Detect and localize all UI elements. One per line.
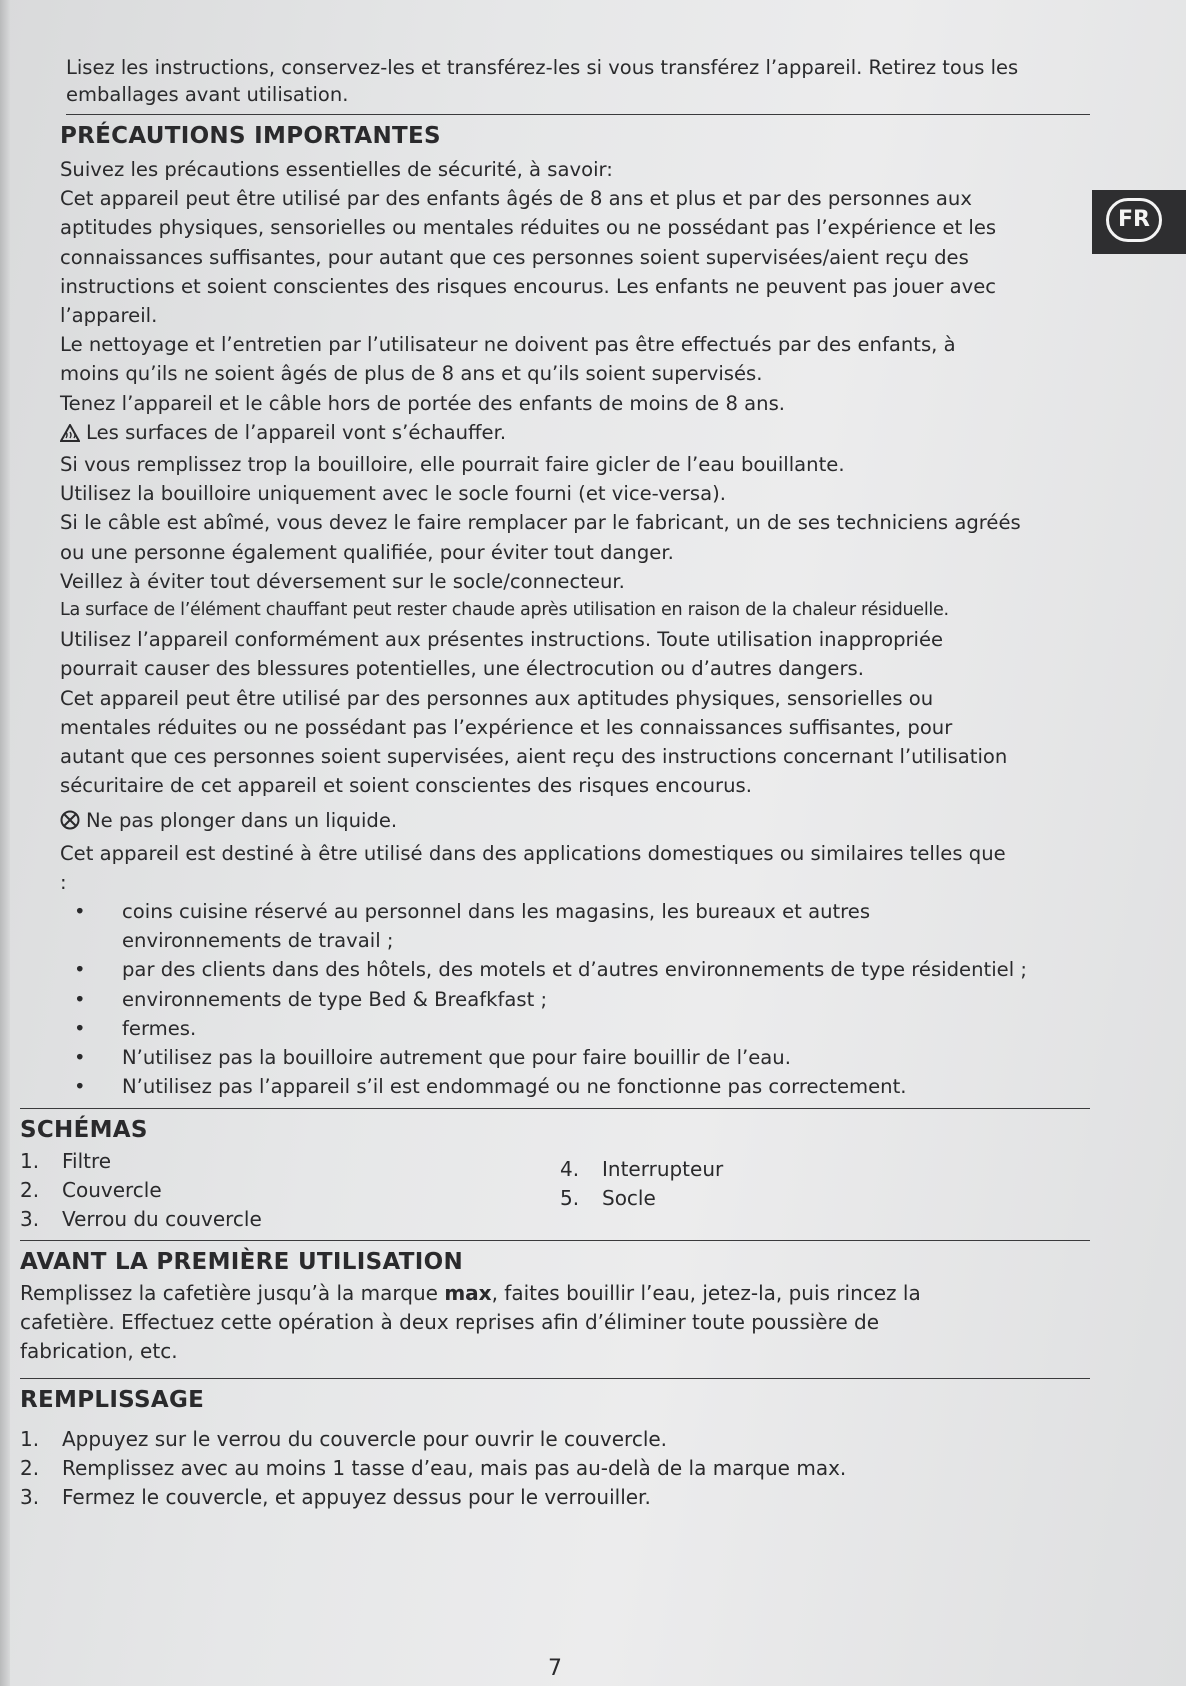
first-use-line: cafetière. Effectuez cette opération à deux reprises afin d’éliminer toute poussière de: [20, 1309, 880, 1334]
precaution-line: Si le câble est abîmé, vous devez le faire remplacer par le fabricant, un de ses techniciens agréés: [60, 511, 1021, 535]
language-badge: FR: [1106, 198, 1162, 242]
precaution-line: La surface de l’élément chauffant peut rester chaude après utilisation en raison de la chaleur résiduelle.: [60, 600, 949, 621]
precaution-line: Le nettoyage et l’entretien par l’utilisateur ne doivent pas être effectués par des enfants, à: [60, 333, 956, 357]
precaution-line: Cet appareil peut être utilisé par des enfants âgés de 8 ans et plus et par des personnes aux: [60, 187, 972, 211]
intro-text: [20, 54, 1090, 108]
precaution-line: mentales réduites ou ne possédant pas l’expérience et les connaissances suffisantes, pour: [60, 715, 953, 739]
manual-page: [20, 54, 1090, 1512]
page-number: 7: [548, 1656, 562, 1681]
filling-step: 1. Appuyez sur le verrou du couvercle pour ouvrir le couvercle.: [20, 1427, 668, 1452]
precaution-line: l’appareil.: [60, 304, 158, 328]
precaution-line: ou une personne également qualifiée, pour éviter tout danger.: [60, 540, 674, 564]
precautions-section: [20, 119, 1090, 1102]
first-use-line: Remplissez la cafetière jusqu’à la marque max, faites bouillir l’eau, jetez-la, puis rincez la: [20, 1280, 921, 1305]
part-item: 4. Interrupteur: [560, 1156, 724, 1181]
list-item: • fermes.: [74, 1016, 197, 1040]
list-item: environnements de travail ;: [122, 929, 394, 953]
precaution-line: Utilisez la bouilloire uniquement avec le socle fourni (et vice-versa).: [60, 482, 726, 506]
precaution-line: autant que ces personnes soient supervisées, aient reçu des instructions concernant l’utilisation: [60, 745, 1008, 769]
section-divider: [20, 1108, 1090, 1109]
no-immerse-icon: [60, 809, 80, 838]
list-item: • N’utilisez pas la bouilloire autrement que pour faire bouillir de l’eau.: [74, 1046, 791, 1070]
usage-bullet-list: [60, 897, 1090, 1101]
list-item: • coins cuisine réservé au personnel dans les magasins, les bureaux et autres: [74, 900, 871, 924]
filling-heading: REMPLISSAGE: [20, 1387, 205, 1414]
part-item: 1. Filtre: [20, 1148, 112, 1173]
filling-step: 3. Fermez le couvercle, et appuyez dessus pour le verrouiller.: [20, 1485, 651, 1510]
precaution-line: aptitudes physiques, sensorielles ou mentales réduites ou ne possédant pas l’expérience et les: [60, 216, 997, 240]
parts-list: [20, 1147, 1090, 1234]
precaution-line: Cet appareil peut être utilisé par des personnes aux aptitudes physiques, sensorielles ou: [60, 686, 934, 710]
no-immerse-text: Ne pas plonger dans un liquide.: [86, 809, 398, 833]
precaution-line: pourrait causer des blessures potentielles, une électrocution ou d’autres dangers.: [60, 657, 864, 681]
precaution-line: Veillez à éviter tout déversement sur le socle/connecteur.: [60, 569, 625, 593]
precaution-line: Tenez l’appareil et le câble hors de portée des enfants de moins de 8 ans.: [60, 391, 786, 415]
precaution-line: Si vous remplissez trop la bouilloire, elle pourrait faire gicler de l’eau bouillante.: [60, 453, 845, 477]
section-divider: [20, 1240, 1090, 1241]
filling-section: [20, 1383, 1090, 1512]
domestic-use-line: :: [60, 870, 67, 894]
list-item: • par des clients dans des hôtels, des motels et d’autres environnements de type résidentiel ;: [74, 958, 1027, 982]
filling-step: 2. Remplissez avec au moins 1 tasse d’eau, mais pas au-delà de la marque max.: [20, 1456, 847, 1481]
page-edge: [0, 0, 10, 1686]
max-mark-text: max: [444, 1280, 492, 1305]
precaution-line: Utilisez l’appareil conformément aux présentes instructions. Toute utilisation inappropriée: [60, 628, 944, 652]
schemas-heading: SCHÉMAS: [20, 1116, 148, 1143]
part-item: 2. Couvercle: [20, 1177, 162, 1202]
precaution-line: moins qu’ils ne soient âgés de plus de 8 ans et qu’ils soient supervisés.: [60, 362, 763, 386]
list-item: • N’utilisez pas l’appareil s’il est endommagé ou ne fonctionne pas correctement.: [74, 1075, 907, 1099]
first-use-heading: AVANT LA PREMIÈRE UTILISATION: [20, 1248, 464, 1275]
precaution-line: connaissances suffisantes, pour autant que ces personnes soient supervisées/aient reçu des: [60, 245, 969, 269]
section-divider: [20, 1378, 1090, 1379]
first-use-line: fabrication, etc.: [20, 1338, 178, 1363]
hot-surface-warning-icon: [60, 421, 80, 450]
hot-surface-warning: [60, 418, 1090, 450]
section-divider: [66, 114, 1090, 115]
precaution-line: Suivez les précautions essentielles de sécurité, à savoir:: [60, 158, 613, 181]
domestic-use-line: Cet appareil est destiné à être utilisé dans des applications domestiques ou similaires telles que: [60, 841, 1006, 865]
hot-surface-warning-text: Les surfaces de l’appareil vont s’échauffer.: [86, 420, 507, 444]
intro-line: Lisez les instructions, conservez-les et transférez-les si vous transférez l’appareil. Retirez tous les: [66, 56, 1019, 79]
language-tab: [1092, 190, 1186, 254]
list-item: • environnements de type Bed & Breafkfast ;: [74, 987, 548, 1011]
precautions-heading: PRÉCAUTIONS IMPORTANTES: [60, 123, 441, 149]
intro-line: emballages avant utilisation.: [66, 83, 349, 106]
part-item: 3. Verrou du couvercle: [20, 1206, 262, 1231]
schemas-section: [20, 1113, 1090, 1234]
precaution-line: sécuritaire de cet appareil et soient conscientes des risques encourus.: [60, 774, 752, 798]
precaution-line: instructions et soient conscientes des risques encourus. Les enfants ne peuvent pas jouer avec: [60, 274, 997, 298]
first-use-section: [20, 1245, 1090, 1367]
no-immerse-warning: [60, 806, 1090, 838]
part-item: 5. Socle: [560, 1185, 656, 1210]
